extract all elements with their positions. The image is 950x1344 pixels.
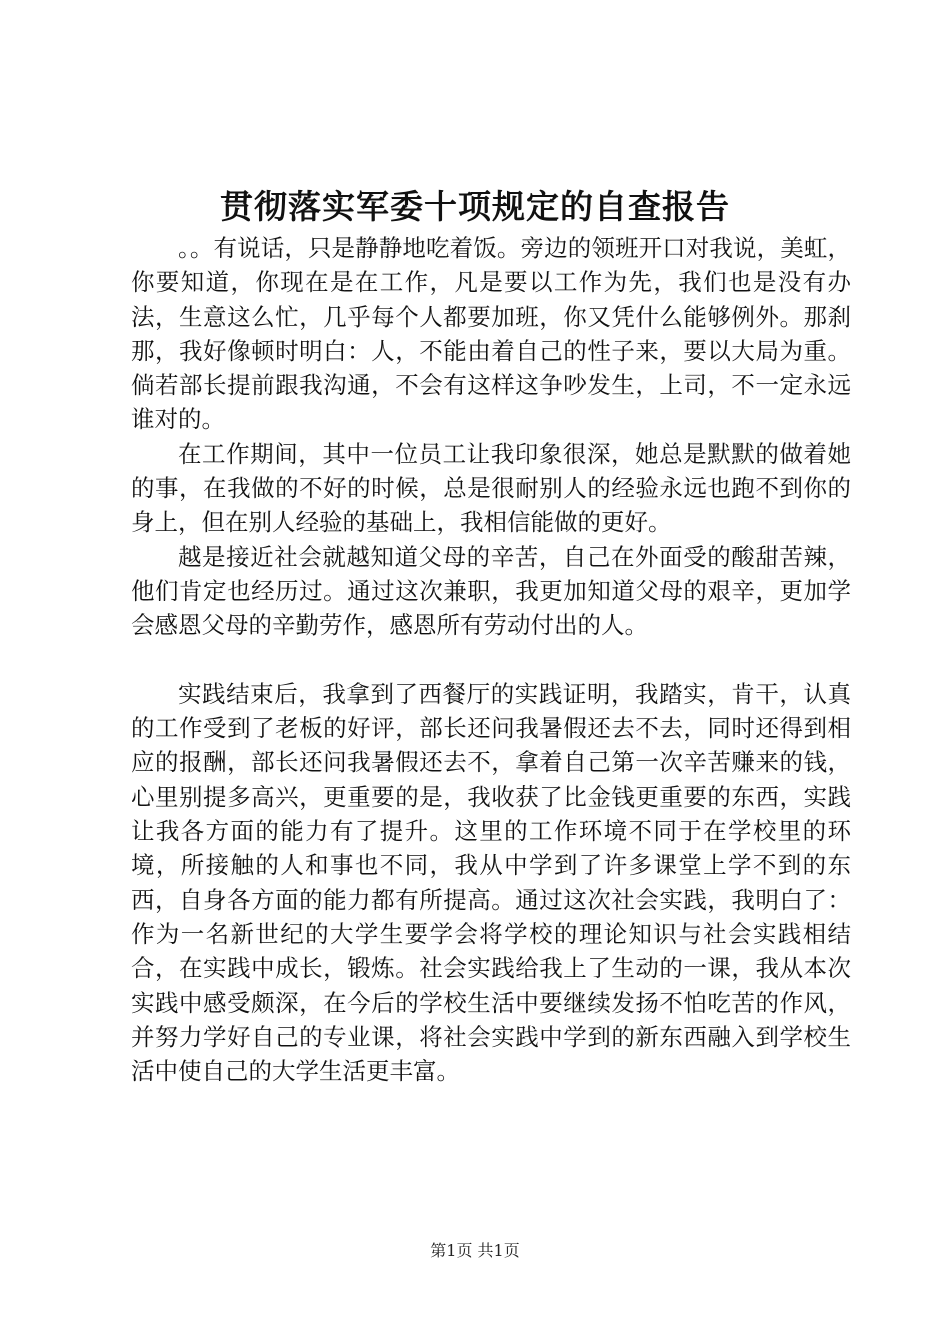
document-body: [131, 231, 851, 1088]
page-title: 贯彻落实军委十项规定的自查报告: [220, 187, 730, 226]
paragraph-spacer: [131, 643, 851, 677]
paragraph: 在工作期间，其中一位员工让我印象很深，她总是默默的做着她的事，在我做的不好的时候，总是很耐别人的经验永远也跑不到你的身上，但在别人经验的基础上，我相信能做的更好。: [131, 439, 851, 537]
page-footer: 第1页 共1页: [430, 1241, 520, 1260]
paragraph: 越是接近社会就越知道父母的辛苦，自己在外面受的酸甜苦辣，他们肯定也经历过。通过这次兼职，我更加知道父母的艰辛，更加学会感恩父母的辛勤劳作，感恩所有劳动付出的人。: [131, 542, 851, 640]
paragraph: 实践结束后，我拿到了西餐厅的实践证明，我踏实，肯干，认真的工作受到了老板的好评，部长还问我暑假还去不去，同时还得到相应的报酬，部长还问我暑假还去不，拿着自己第一次辛苦赚来的钱，心里别提多高兴，更重要的是，我收获了比金钱更重要的东西，实践让我各方面的能力有了提升。这里的工作环境不同于在学校里的环境，所接触的人和事也不同，我从中学到了许多课堂上学不到的东西，自身各方面的能力都有所提高。通过这次社会实践，我明白了：作为一名新世纪的大学生要学会将学校的理论知识与社会实践相结合，在实践中成长，锻炼。社会实践给我上了生动的一课，我从本次实践中感受颇深，在今后的学校生活中要继续发扬不怕吃苦的作风，并努力学好自己的专业课，将社会实践中学到的新东西融入到学校生活中使自己的大学生活更丰富。: [131, 679, 851, 1086]
paragraph: 。。有说话，只是静静地吃着饭。旁边的领班开口对我说，美虹，你要知道，你现在是在工作，凡是要以工作为先，我们也是没有办法，生意这么忙，几乎每个人都要加班，你又凭什么能够例外。那刹那，我好像顿时明白：人，不能由着自己的性子来，要以大局为重。倘若部长提前跟我沟通，不会有这样这争吵发生，上司，不一定永远谁对的。: [131, 234, 851, 434]
